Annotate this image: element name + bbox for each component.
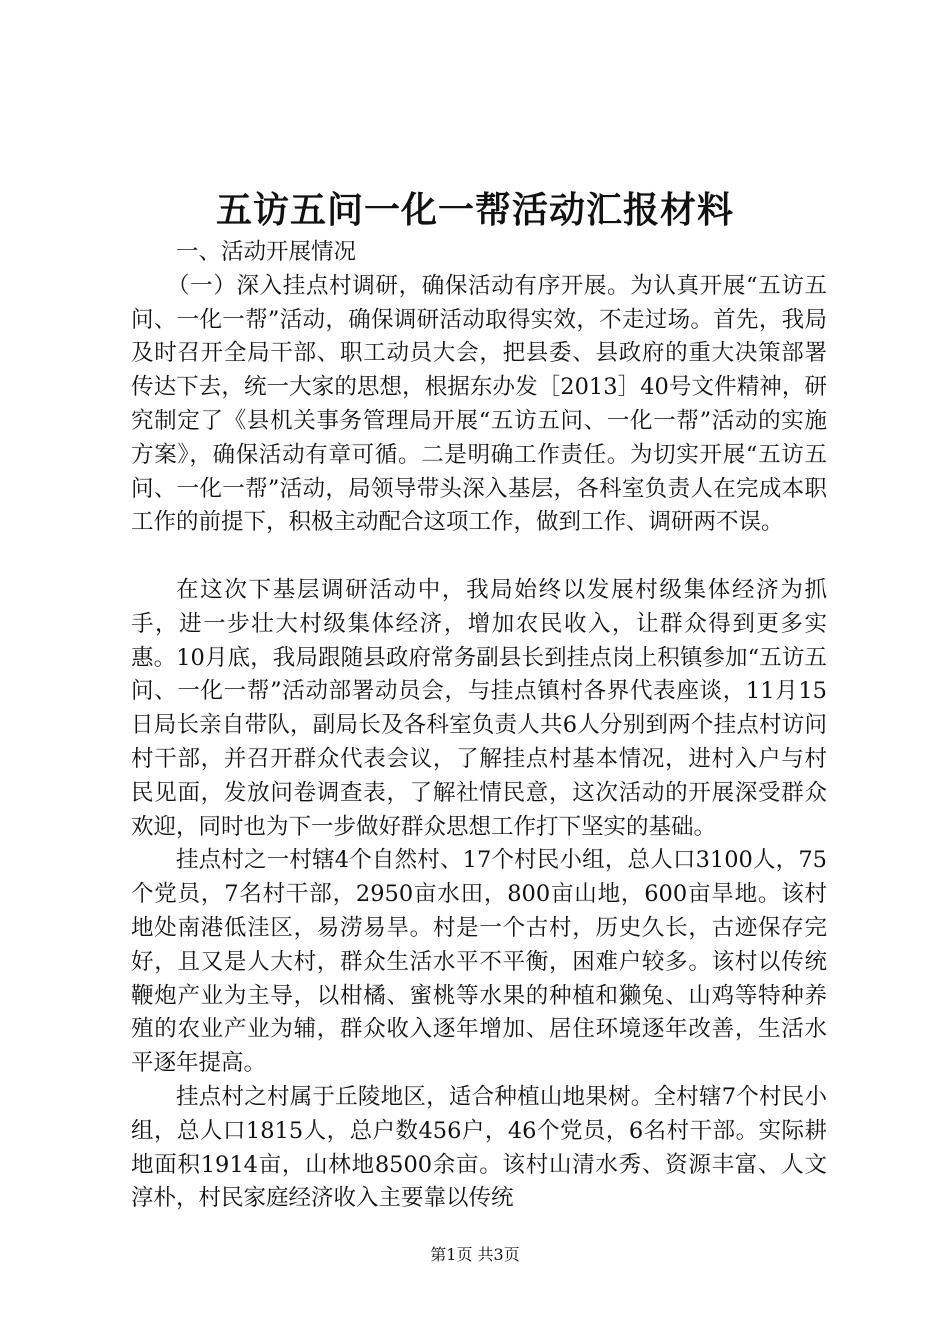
paragraph-1: （一）深入挂点村调研，确保活动有序开展。为认真开展“五访五问、一化一帮”活动，确保调研活动取得实效，不走过场。首先，我局及时召开全局干部、职工动员大会，把县委、县政府的重大决策部署传达下去，统一大家的思想，根据东办发［2013］40号文件精神，研究制定了《县机关事务管理局开展“五访五问、一化一帮”活动的实施方案》，确保活动有章可循。二是明确工作责任。为切实开展“五访五问、一化一帮”活动，局领导带头深入基层，各科室负责人在完成本职工作的前提下，积极主动配合这项工作，做到工作、调研两不误。 [131, 272, 827, 536]
paragraph-4: 挂点村之村属于丘陵地区，适合种植山地果树。全村辖7个村民小组，总人口1815人，总户数456户，46个党员，6名村干部。实际耕地面积1914亩，山林地8500余亩。该村山清水秀、资源丰富、人文淳朴，村民家庭经济收入主要靠以传统 [131, 1083, 827, 1212]
page-footer: 第1页 共3页 [430, 1245, 520, 1264]
document-body [131, 236, 827, 1216]
document-title: 五访五问一化一帮活动汇报材料 [215, 189, 734, 231]
paragraph-3: 挂点村之一村辖4个自然村、17个村民小组，总人口3100人，75个党员，7名村干部，2950亩水田，800亩山地，600亩旱地。该村地处南港低洼区，易涝易旱。村是一个古村，历史久长，古迹保存完好，且又是人大村，群众生活水平不平衡，困难户较多。该村以传统鞭炮产业为主导，以柑橘、蜜桃等水果的种植和獭兔、山鸡等特种养殖的农业产业为辅，群众收入逐年增加、居住环境逐年改善，生活水平逐年提高。 [131, 847, 827, 1077]
section-heading: 一、活动开展情况 [176, 239, 357, 265]
paragraph-2: 在这次下基层调研活动中，我局始终以发展村级集体经济为抓手，进一步壮大村级集体经济，增加农民收入，让群众得到更多实惠。10月底，我局跟随县政府常务副县长到挂点岗上积镇参加“五访五问、一化一帮”活动部署动员会，与挂点镇村各界代表座谈，11月15日局长亲自带队，副局长及各科室负责人共6人分别到两个挂点村访问村干部，并召开群众代表会议，了解挂点村基本情况，进村入户与村民见面，发放问卷调查表，了解社情民意，这次活动的开展深受群众欢迎，同时也为下一步做好群众思想工作打下坚实的基础。 [131, 576, 827, 840]
